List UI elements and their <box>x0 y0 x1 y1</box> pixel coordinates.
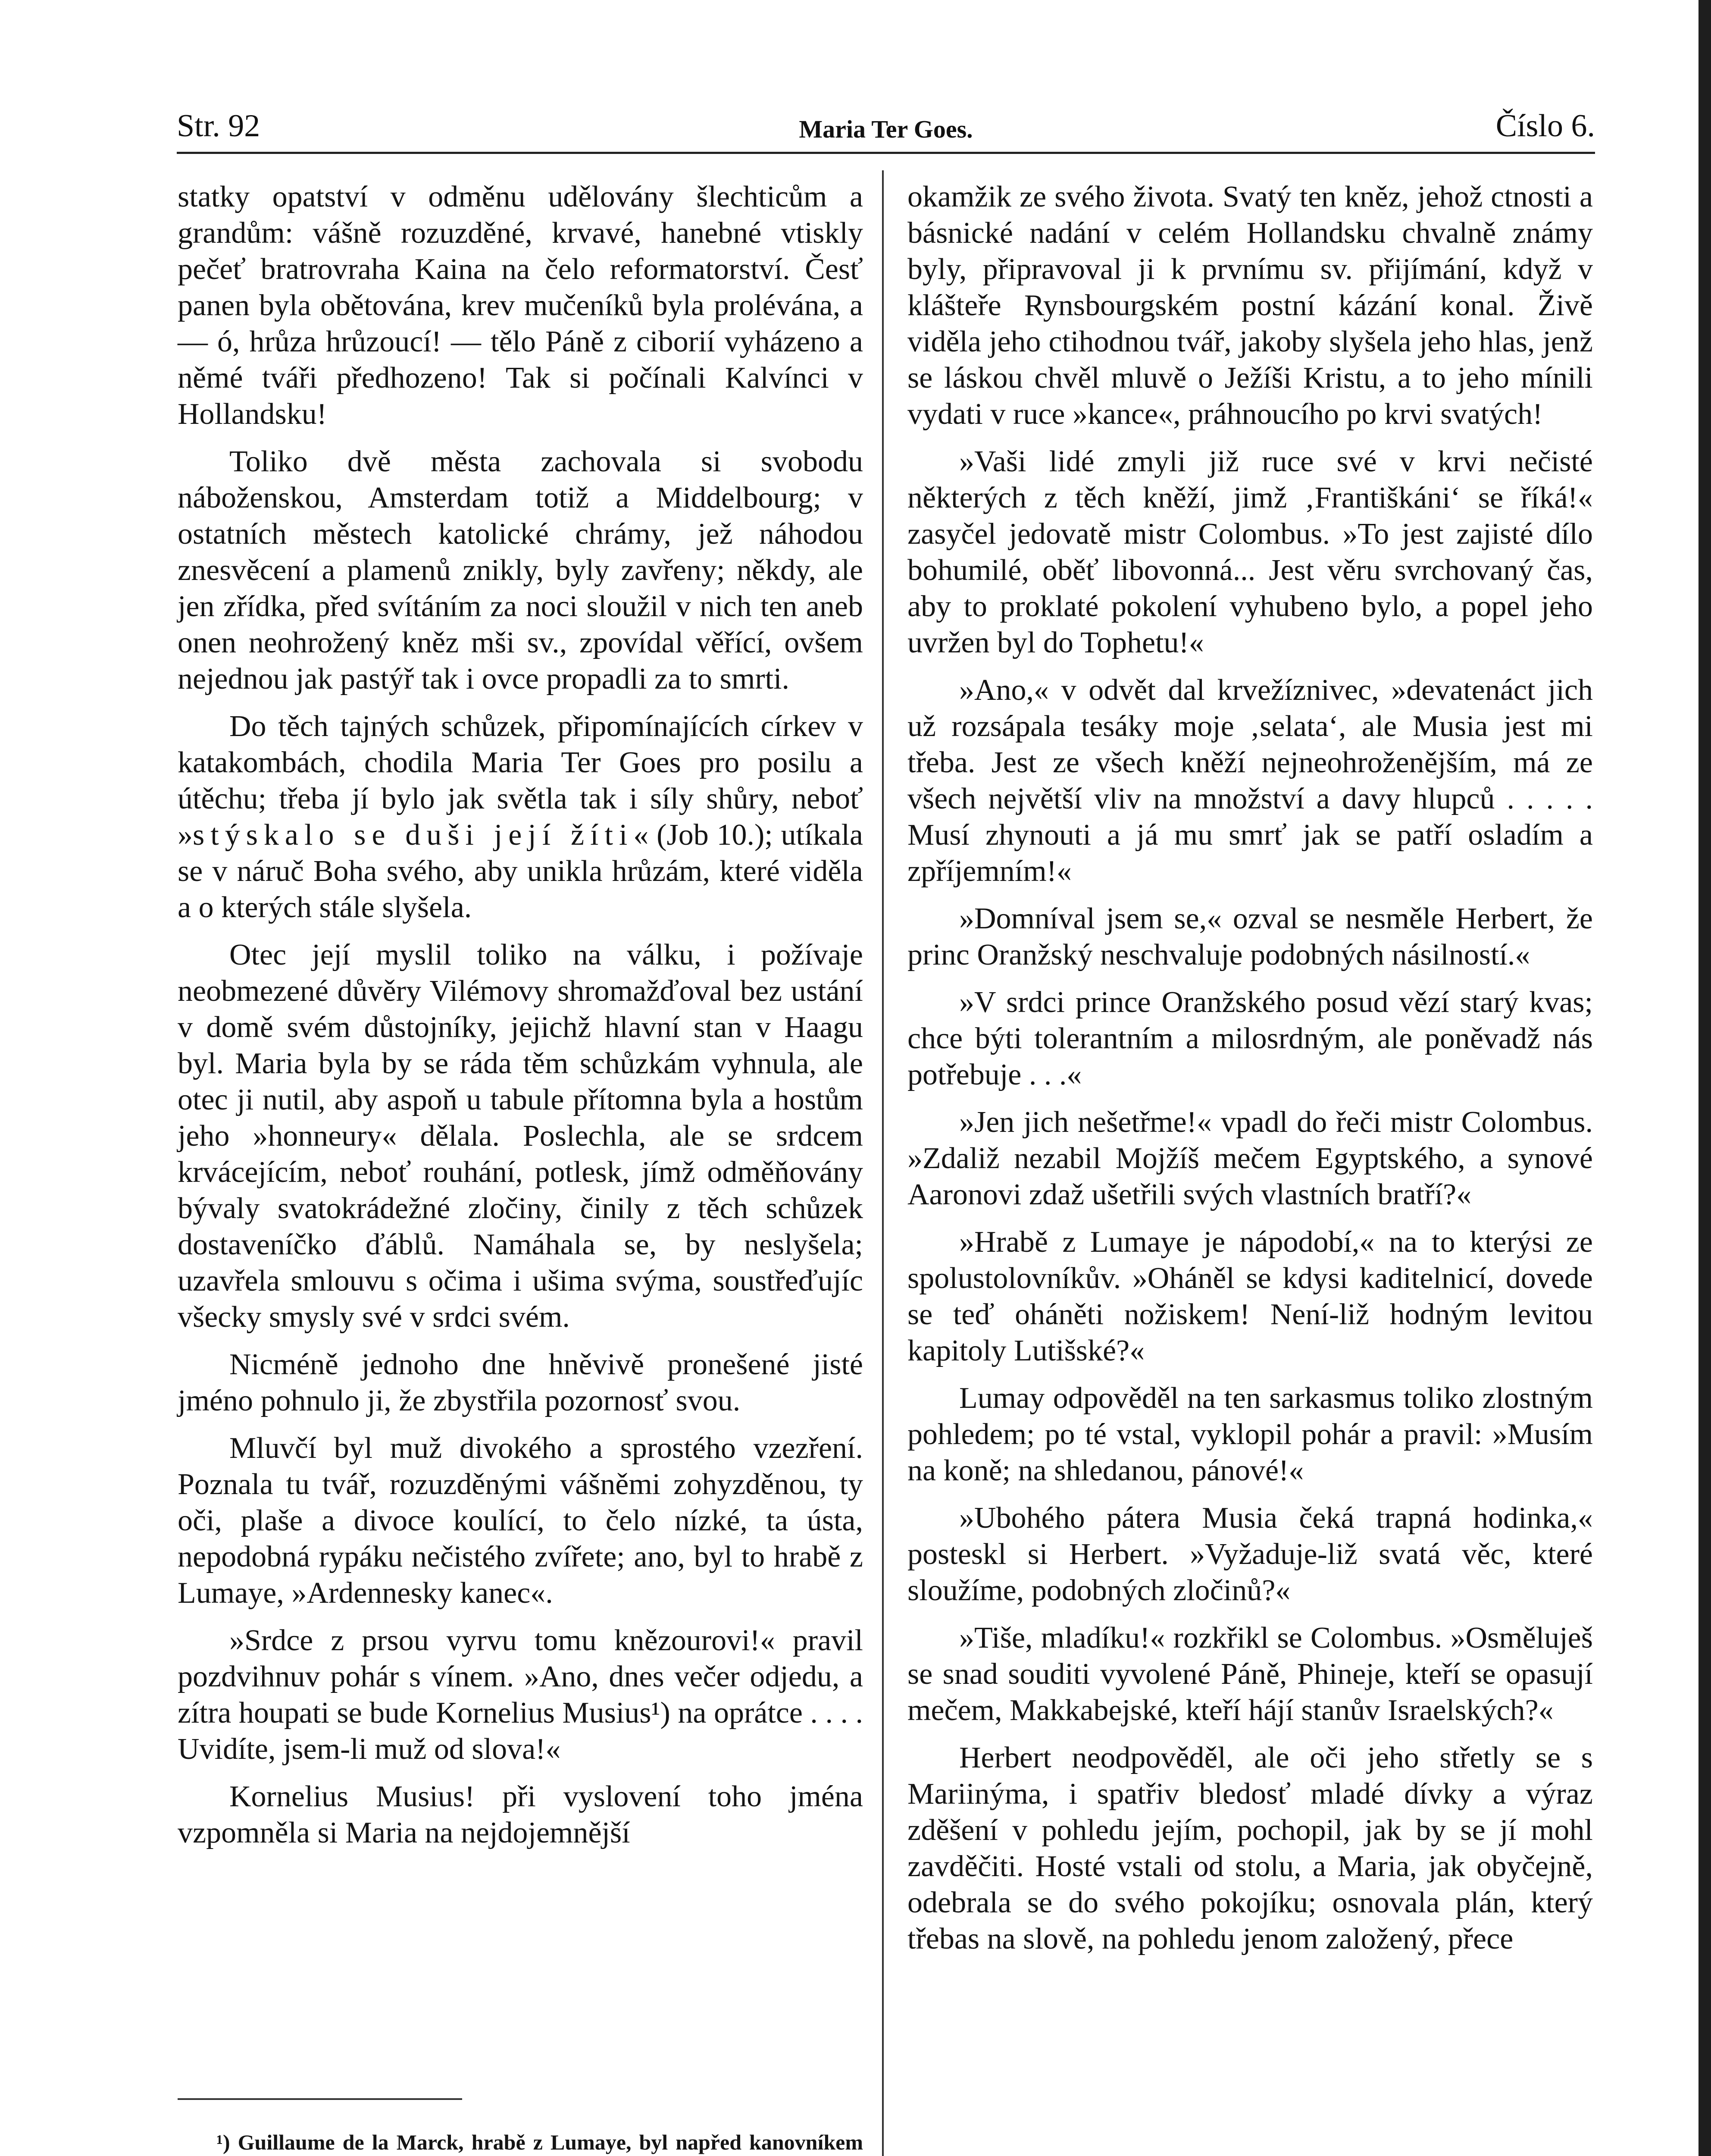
paragraph: Kornelius Musius! při vyslovení toho jména vzpomněla si Maria na nejdojemnější <box>178 1780 863 1849</box>
footnote: ¹) Guillaume de la Marck, hrabě z Lumaye, byl napřed kanovníkem <box>216 2130 863 2154</box>
paragraph: Nicméně jednoho dne hněvivě pronešené jisté jméno pohnulo ji, že zbystřila pozornosť svou. <box>178 1348 863 1417</box>
paragraph <box>178 708 863 926</box>
paragraph: »Hrabě z Lumaye je nápodobí,« na to kterýsi ze spolustolovníkův. »Oháněl se kdysi kaditelnicí, dovede se teď oháněti nožiskem! Není-liž hodným levitou kapitoly Lutišské?« <box>907 1225 1593 1367</box>
paragraph: Toliko dvě města zachovala si svobodu náboženskou, Amsterdam totiž a Middelbourg; v ostatních městech katolické chrámy, jež náhodou znesvěcení a plamenů znikly, byly zavřeny; někdy, ale jen zřídka, před svítáním za noci sloužil v nich ten aneb onen neohrožený kněz mši sv., zpovídal věřící, ovšem nejednou jak pastýř tak i ovce propadli za to smrti. <box>178 445 863 696</box>
paragraph: Herbert neodpověděl, ale oči jeho střetly se s Mariinýma, i spatřiv bledosť mladé dívky a výraz zděšení v pohledu jejím, pochopil, jak by se jí mohl zavděčiti. Hosté vstali od stolu, a Maria, jak obyčejně, odebrala se do svého pokojíku; osnovala plán, který třebas na slově, na pohledu jenom založený, přece <box>907 1741 1593 1955</box>
paragraph: statky opatství v odměnu udělovány šlechticům a grandům: vášně rozuzděné, krvavé, hanebné vtiskly pečeť bratrovraha Kaina na čelo reformatorství. Česť panen byla obětována, krev mučeníků byla prolévána, a — ó, hrůza hrůzoucí! — tělo Páně z ciborií vyházeno a němé tváři předhozeno! Tak si počínali Kalvínci v Hollandsku! <box>178 180 863 431</box>
page-number: Str. 92 <box>177 108 260 144</box>
emphasized-quote: stýskalo se duši její žíti <box>193 818 634 852</box>
paragraph: »Ubohého pátera Musia čeká trapná hodinka,« posteskl si Herbert. »Vyžaduje-liž svatá věc, které sloužíme, podobných zločinů?« <box>907 1501 1593 1607</box>
page-header <box>177 103 1595 155</box>
paragraph: okamžik ze svého života. Svatý ten kněz, jehož ctnosti a básnické nadání v celém Hollandsku chvalně známy byly, připravoval ji k prvnímu sv. přijímání, když v klášteře Rynsbourgském postní kázání konal. Živě viděla jeho ctihodnou tvář, jakoby slyšela jeho hlas, jenž se láskou chvěl mluvě o Ježíši Kristu, a to jeho mínili vydati v ruce »kance«, práhnoucího po krvi svatých! <box>907 180 1593 431</box>
paragraph: »Vaši lidé zmyli již ruce své v krvi nečisté některých z těch kněží, jimž ‚Františkáni‘ se říká!« zasyčel jedovatě mistr Colombus. »To jest zajisté dílo bohumilé, oběť libovonná... Jest věru svrchovaný čas, aby to proklaté pokolení vyhubeno bylo, a popel jeho uvržen byl do Tophetu!« <box>907 445 1593 659</box>
footnote-rule <box>178 2098 462 2100</box>
left-column <box>178 179 863 1862</box>
right-column <box>907 179 1593 1968</box>
paragraph: »Ano,« v odvět dal krvežíznivec, »devatenáct jich už rozsápala tesáky moje ‚selata‘, ale Musia jest mi třeba. Jest ze všech kněží nejneohroženějším, má ze všech největší vliv na množství a davy hlupců . . . . . Musí zhynouti a já mu smrť jak se patří osladím a zpříjemním!« <box>907 674 1593 888</box>
header-rule <box>177 152 1595 154</box>
paragraph: »Domníval jsem se,« ozval se nesměle Herbert, že princ Oranžský neschvaluje podobných násilností.« <box>907 902 1593 971</box>
running-title: Maria Ter Goes. <box>799 115 973 143</box>
column-divider <box>882 170 884 2156</box>
text-run: Do těch tajných schůzek, připomínajících církev v katakombách, chodila Maria Ter Goes pro posilu a útěchu; třeba jí bylo jak světla tak i síly shůry, neboť » <box>178 710 863 852</box>
paragraph: Lumay odpověděl na ten sarkasmus toliko zlostným pohledem; po té vstal, vyklopil pohár a pravil: »Musím na koně; na shledanou, pánové!« <box>907 1382 1593 1487</box>
paragraph: Otec její myslil toliko na válku, i požívaje neobmezené důvěry Vilémovy shromažďoval bez ustání v domě svém důstojníky, jejichž hlavní stan v Haagu byl. Maria byla by se ráda těm schůzkám vyhnula, ale otec ji nutil, aby aspoň u tabule přítomna byla a hostům jeho »honneury« dělala. Poslechla, ale se srdcem krvácejícím, neboť rouhání, potlesk, jímž odměňovány bývaly svatokrádežné zločiny, činily z těch schůzek dostaveníčko ďáblů. Namáhala se, by neslyšela; uzavřela smlouvu s očima i ušima svýma, soustřeďujíc všecky smysly své v srdci svém. <box>178 938 863 1334</box>
text-run: « (Job 10.); utíkala se v náruč Boha svého, aby unikla hrůzám, které viděla a o kterých stále slyšela. <box>178 818 863 924</box>
paragraph: »Srdce z prsou vyrvu tomu knězourovi!« pravil pozdvihnuv pohár s vínem. »Ano, dnes večer odjedu, a zítra houpati se bude Kornelius Musius¹) na oprátce . . . . Uvidíte, jsem-li muž od slova!« <box>178 1624 863 1766</box>
scan-edge <box>1698 0 1711 2156</box>
paragraph: Mluvčí byl muž divokého a sprostého vzezření. Poznala tu tvář, rozuzděnými vášněmi zohyzděnou, ty oči, plaše a divoce koulící, to čelo nízké, ta ústa, nepodobná rypáku nečistého zvířete; ano, byl to hrabě z Lumaye, »Ardennesky kanec«. <box>178 1432 863 1610</box>
paragraph: »Tiše, mladíku!« rozkřikl se Colombus. »Osměluješ se snad souditi vyvolené Páně, Phineje, kteří se opasují mečem, Makkabejské, kteří hájí stanův Israelských?« <box>907 1621 1593 1727</box>
paragraph: »V srdci prince Oranžského posud vězí starý kvas; chce býti tolerantním a milosrdným, ale poněvadž nás potřebuje . . .« <box>907 986 1593 1091</box>
paragraph: »Jen jich nešetřme!« vpadl do řeči mistr Colombus. »Zdaliž nezabil Mojžíš mečem Egyptského, a synové Aaronovi zdaž ušetřili svých vlastních bratří?« <box>907 1106 1593 1211</box>
issue-number: Číslo 6. <box>1495 108 1595 144</box>
